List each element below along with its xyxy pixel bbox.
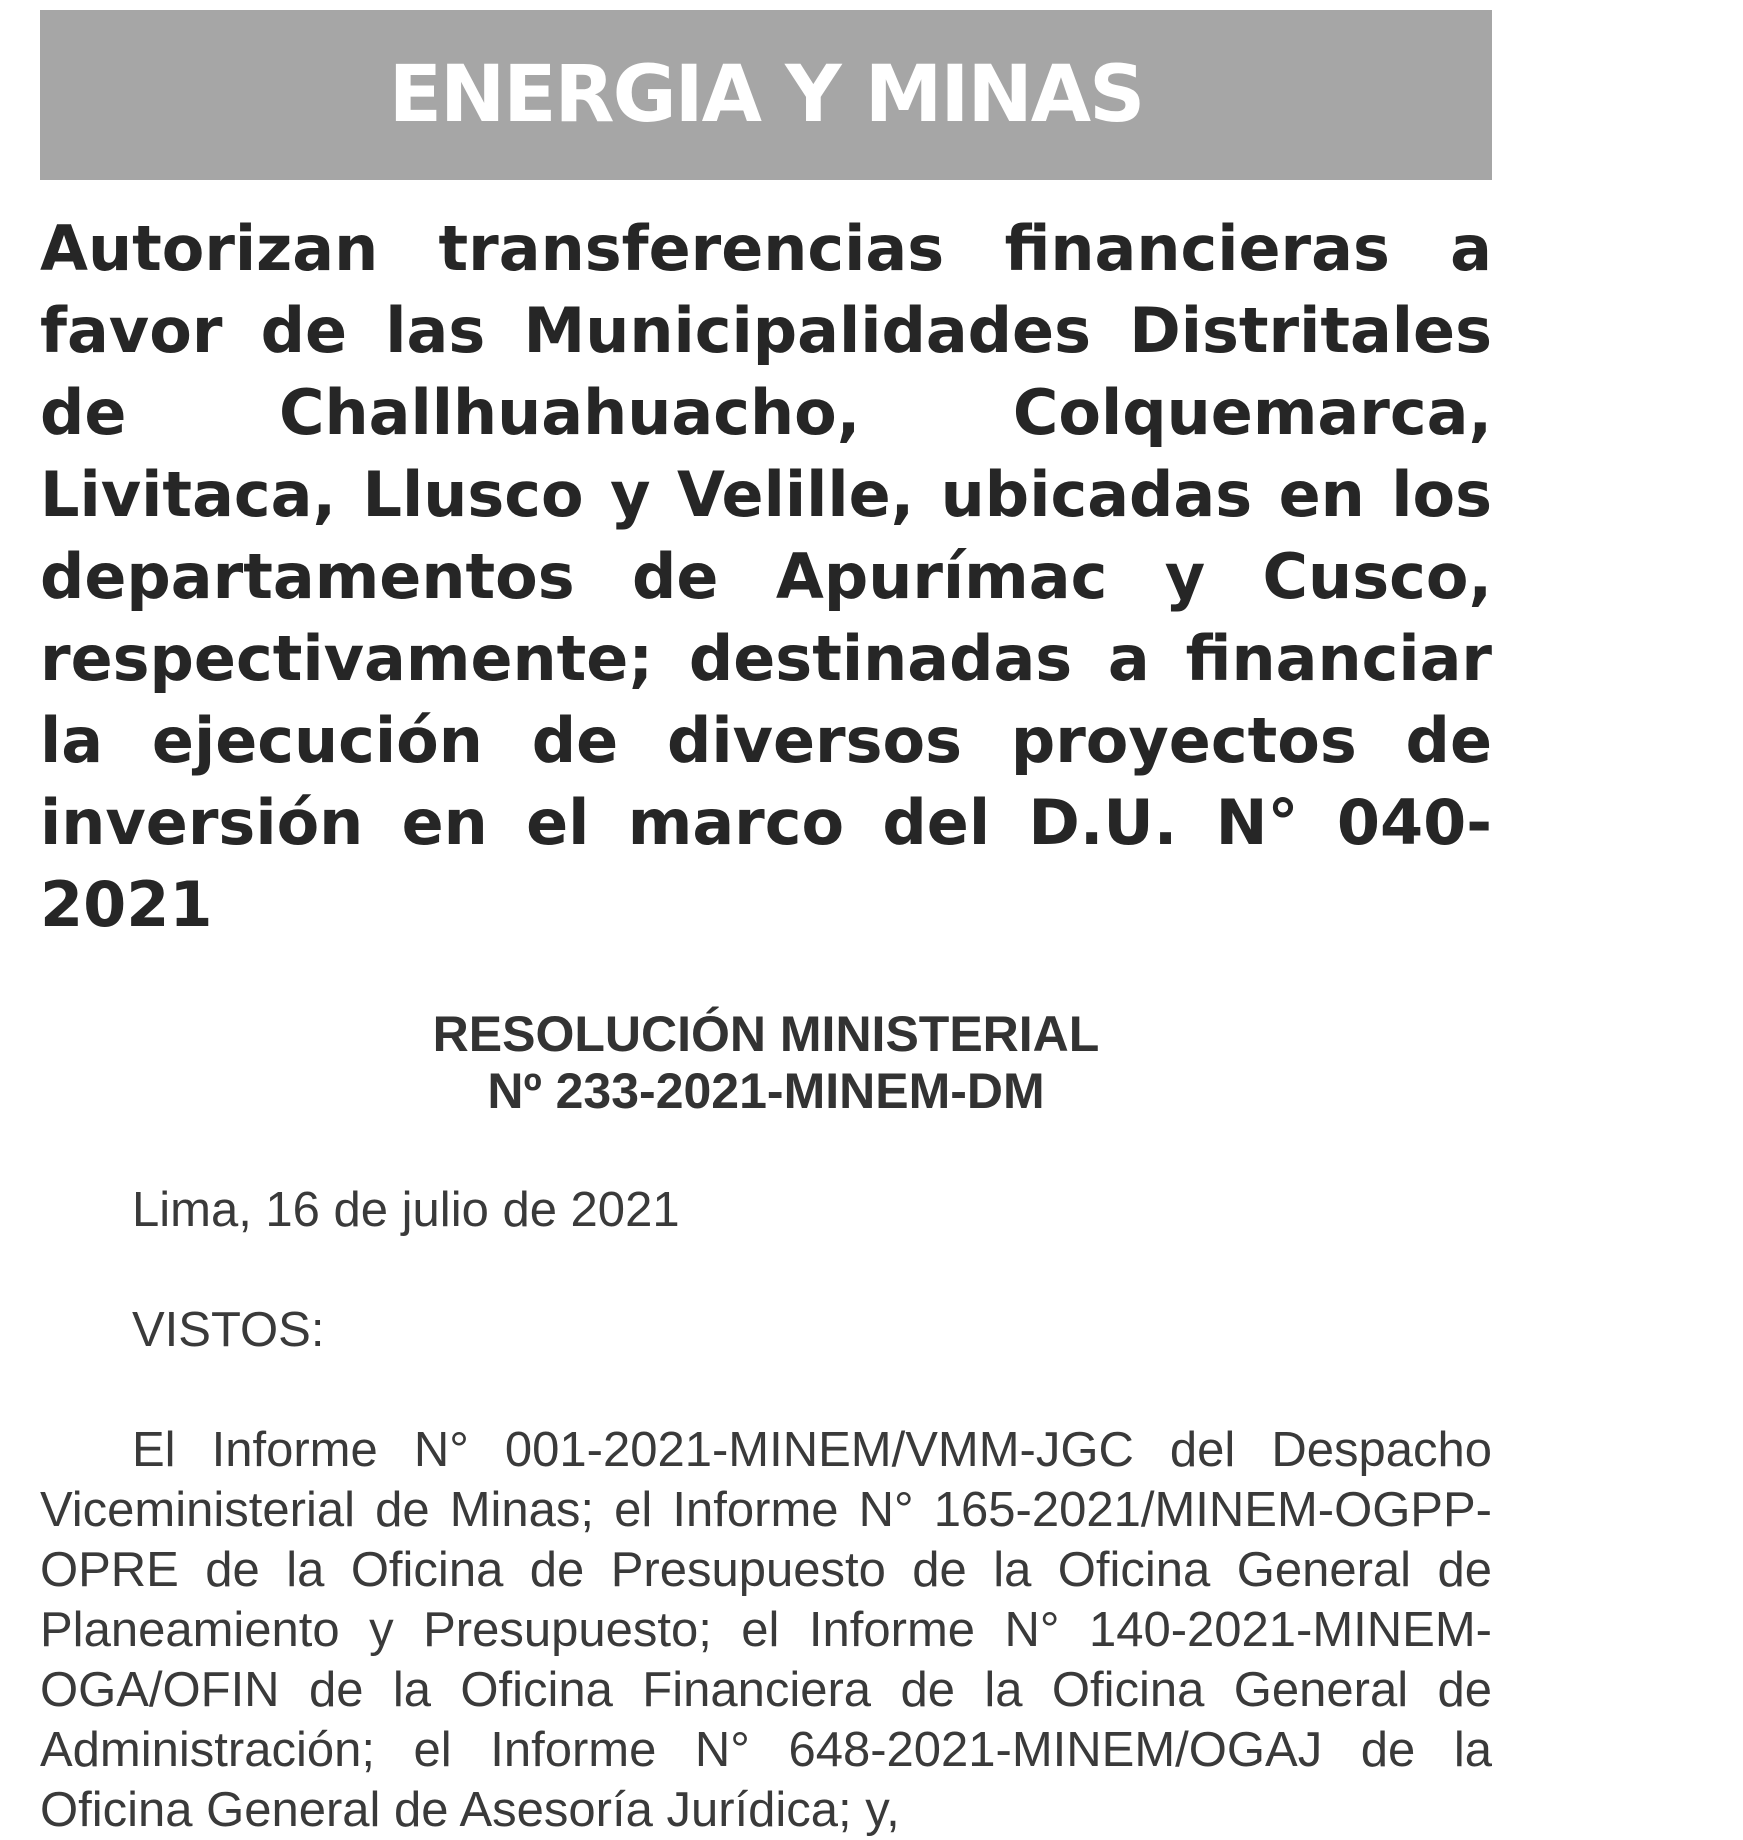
vistos-label: VISTOS: (132, 1303, 325, 1357)
section-banner (40, 10, 1492, 180)
resolution-type: RESOLUCIÓN MINISTERIAL (432, 1006, 1100, 1062)
document-page (40, 10, 1492, 1840)
resolution-heading (40, 1006, 1492, 1120)
headline: Autorizan transferencias financieras a favor de las Municipalidades Distritales de Challhuahuacho, Colquemarca, Livitaca, Llusco y Velille, ubicadas en los departamentos de Apurímac y Cusco, respectivamente; destinadas a financiar la ejecución de diversos proyectos de inversión en el marco del D.U. N° 040-2021 (40, 212, 1492, 941)
section-title: ENERGIA Y MINAS (388, 50, 1144, 140)
date-line: Lima, 16 de julio de 2021 (132, 1183, 680, 1237)
vistos-paragraph: El Informe N° 001-2021-MINEM/VMM-JGC del Despacho Viceministerial de Minas; el Informe N° 165-2021/MINEM-OGPP-OPRE de la Oficina de Presupuesto de la Oficina General de Planeamiento y Presupuesto; el Informe N° 140-2021-MINEM-OGA/OFIN de la Oficina Financiera de la Oficina General de Administración; el Informe N° 648-2021-MINEM/OGAJ de la Oficina General de Asesoría Jurídica; y, (40, 1423, 1492, 1837)
resolution-number: Nº 233-2021-MINEM-DM (487, 1063, 1045, 1119)
